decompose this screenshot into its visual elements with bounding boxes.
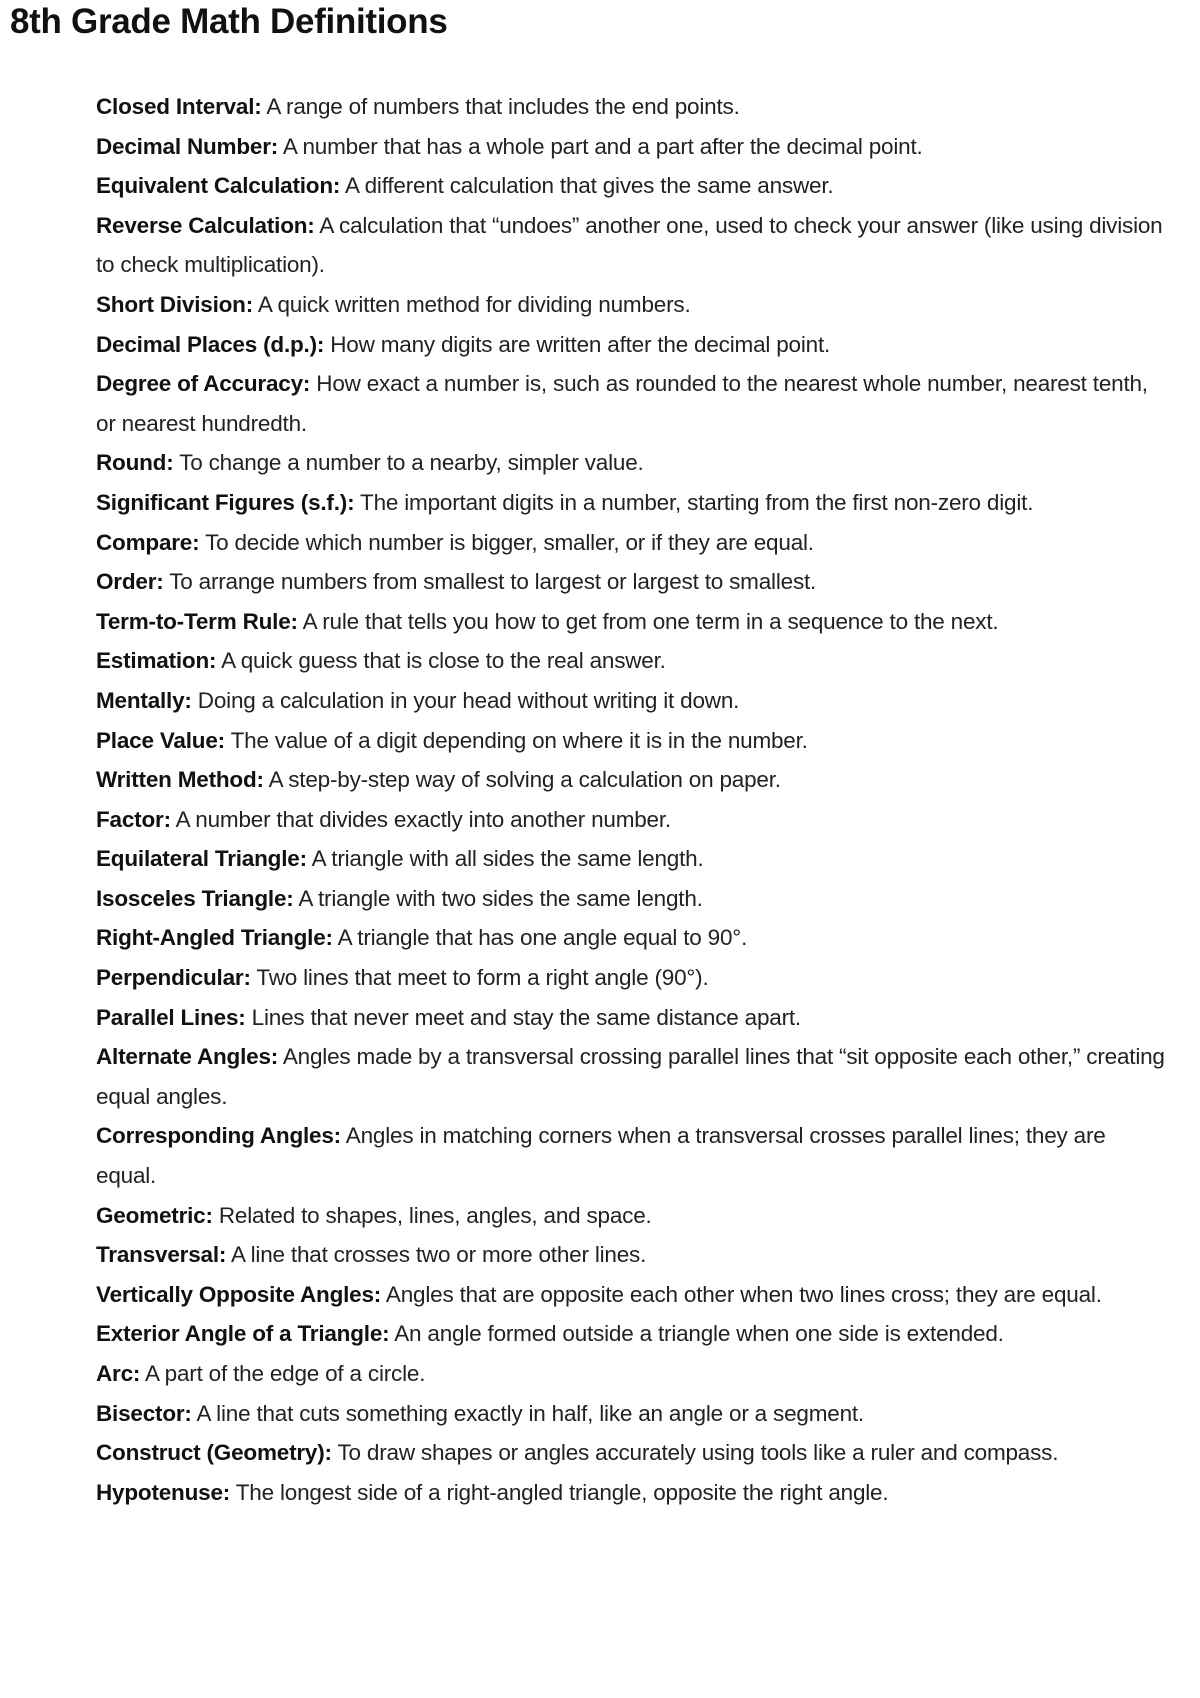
definition-item — [96, 721, 1166, 761]
definition-term: Decimal Places (d.p.): — [96, 331, 325, 357]
definition-text: A line that cuts something exactly in half, like an angle or a segment. — [196, 1400, 864, 1426]
definition-item — [96, 1314, 1166, 1354]
definition-item — [96, 641, 1166, 681]
definition-text: Angles in matching corners when a transversal crosses parallel lines; they are equal. — [96, 1123, 1106, 1189]
definition-term: Parallel Lines: — [96, 1004, 246, 1030]
definition-term: Short Division: — [96, 291, 254, 317]
definition-term: Geometric: — [96, 1202, 213, 1228]
definition-term: Equilateral Triangle: — [96, 846, 307, 872]
definition-text: A triangle with two sides the same length. — [298, 885, 703, 911]
definition-term: Degree of Accuracy: — [96, 371, 311, 397]
definition-text: A line that crosses two or more other lines. — [231, 1242, 647, 1268]
definition-term: Transversal: — [96, 1242, 227, 1268]
definition-list — [96, 87, 1166, 1512]
definition-item — [96, 166, 1166, 206]
definition-term: Term-to-Term Rule: — [96, 608, 298, 634]
definition-item — [96, 998, 1166, 1038]
definition-text: A step-by-step way of solving a calculation on paper. — [268, 767, 781, 793]
definition-item — [96, 918, 1166, 958]
definition-term: Order: — [96, 569, 164, 595]
definition-item — [96, 1037, 1166, 1116]
definition-term: Equivalent Calculation: — [96, 173, 341, 199]
definition-term: Closed Interval: — [96, 94, 262, 119]
definition-text: Related to shapes, lines, angles, and space. — [218, 1202, 652, 1228]
definition-text: The longest side of a right-angled triangle, opposite the right angle. — [235, 1479, 889, 1505]
definition-item — [96, 879, 1166, 919]
definition-text: A triangle that has one angle equal to 90°. — [337, 925, 748, 951]
definition-item — [96, 364, 1166, 443]
definition-term: Exterior Angle of a Triangle: — [96, 1321, 390, 1347]
definition-item — [96, 800, 1166, 840]
definition-item — [96, 443, 1166, 483]
definition-text: A quick guess that is close to the real answer. — [221, 648, 666, 674]
definition-term: Compare: — [96, 529, 200, 555]
definition-term: Reverse Calculation: — [96, 212, 315, 238]
definition-term: Hypotenuse: — [96, 1479, 231, 1505]
definition-term: Alternate Angles: — [96, 1044, 279, 1070]
definition-item — [96, 523, 1166, 563]
definition-text: A triangle with all sides the same length. — [311, 846, 704, 872]
definition-term: Factor: — [96, 806, 171, 832]
definition-item — [96, 206, 1166, 285]
definition-item — [96, 325, 1166, 365]
definition-item — [96, 87, 1166, 127]
definition-term: Written Method: — [96, 767, 264, 793]
definition-term: Place Value: — [96, 727, 225, 753]
definition-item — [96, 1394, 1166, 1434]
definition-text: Angles that are opposite each other when two lines cross; they are equal. — [385, 1281, 1102, 1307]
definition-item — [96, 681, 1166, 721]
definition-term: Mentally: — [96, 687, 192, 713]
definition-term: Significant Figures (s.f.): — [96, 489, 355, 515]
definition-term: Right-Angled Triangle: — [96, 925, 333, 951]
definition-item — [96, 1354, 1166, 1394]
definition-term: Arc: — [96, 1361, 141, 1386]
page-title: 8th Grade Math Definitions — [10, 2, 448, 41]
definition-text: A rule that tells you how to get from one term in a sequence to the next. — [302, 608, 999, 634]
definition-text: A quick written method for dividing numbers. — [257, 291, 691, 317]
definition-text: To draw shapes or angles accurately using tools like a ruler and compass. — [337, 1440, 1059, 1466]
definition-text: Lines that never meet and stay the same distance apart. — [251, 1004, 801, 1030]
definition-item — [96, 1116, 1166, 1195]
definition-item — [96, 127, 1166, 167]
definition-text: Doing a calculation in your head without writing it down. — [197, 687, 740, 713]
definition-term: Decimal Number: — [96, 133, 279, 159]
definition-item — [96, 562, 1166, 602]
definition-text: The important digits in a number, starting from the first non-zero digit. — [360, 489, 1034, 515]
definition-item — [96, 760, 1166, 800]
definition-term: Corresponding Angles: — [96, 1123, 341, 1149]
definition-item — [96, 285, 1166, 325]
definition-text: To arrange numbers from smallest to largest or largest to smallest. — [169, 569, 817, 595]
definition-item — [96, 602, 1166, 642]
definition-term: Perpendicular: — [96, 965, 251, 991]
definition-text: A range of numbers that includes the end points. — [266, 94, 740, 119]
definition-text: A different calculation that gives the same answer. — [345, 173, 834, 199]
definition-text: The value of a digit depending on where it is in the number. — [230, 727, 808, 753]
definition-text: To decide which number is bigger, smaller, or if they are equal. — [205, 529, 814, 555]
definition-text: To change a number to a nearby, simpler value. — [179, 450, 644, 476]
definition-item — [96, 958, 1166, 998]
definition-text: Angles made by a transversal crossing parallel lines that “sit opposite each other,” creating equal angles. — [96, 1044, 1165, 1109]
definition-item — [96, 1433, 1166, 1473]
definition-text: Two lines that meet to form a right angle (90°). — [256, 965, 709, 991]
definition-item — [96, 1196, 1166, 1236]
definition-item — [96, 1235, 1166, 1275]
definition-text: A number that divides exactly into another number. — [175, 806, 671, 832]
definition-item — [96, 1275, 1166, 1315]
definition-text: A number that has a whole part and a part after the decimal point. — [282, 133, 923, 159]
definition-text: How exact a number is, such as rounded to the nearest whole number, nearest tenth, or nearest hundredth. — [96, 371, 1148, 436]
definition-term: Estimation: — [96, 648, 217, 674]
definition-term: Round: — [96, 450, 174, 476]
definition-term: Bisector: — [96, 1400, 192, 1426]
definition-item — [96, 1473, 1166, 1513]
definition-term: Construct (Geometry): — [96, 1440, 332, 1466]
definition-term: Isosceles Triangle: — [96, 885, 294, 911]
definition-item — [96, 839, 1166, 879]
definition-text: An angle formed outside a triangle when one side is extended. — [394, 1321, 1004, 1347]
definition-text: How many digits are written after the decimal point. — [330, 331, 831, 357]
definition-term: Vertically Opposite Angles: — [96, 1281, 382, 1307]
definition-text: A part of the edge of a circle. — [145, 1361, 426, 1386]
definition-text: A calculation that “undoes” another one, used to check your answer (like using division to check multiplication). — [96, 212, 1163, 278]
definition-item — [96, 483, 1166, 523]
